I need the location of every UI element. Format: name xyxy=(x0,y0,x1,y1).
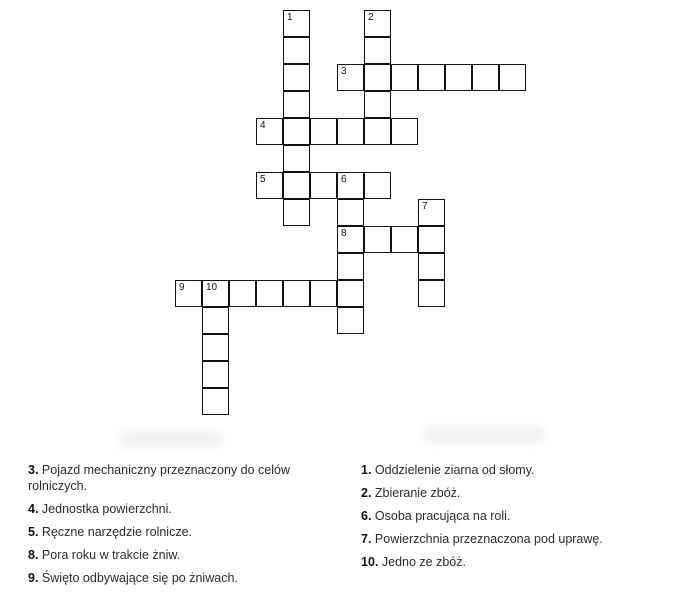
smudge-mark-left xyxy=(118,430,223,448)
clue-down-1: 1. Oddzielenie ziarna od słomy. xyxy=(361,463,535,477)
crossword-cell[interactable] xyxy=(364,37,391,64)
cell-number: 2 xyxy=(368,12,374,23)
crossword-cell[interactable] xyxy=(337,118,364,145)
crossword-cell[interactable] xyxy=(337,199,364,226)
cell-number: 9 xyxy=(179,282,185,293)
crossword-cell[interactable] xyxy=(364,10,391,37)
crossword-cell[interactable] xyxy=(418,253,445,280)
clue-across-5: 5. Ręczne narzędzie rolnicze. xyxy=(28,525,192,539)
across-clues xyxy=(28,462,328,593)
crossword-cell[interactable] xyxy=(337,226,364,253)
crossword-cell[interactable] xyxy=(202,334,229,361)
down-clues xyxy=(361,462,681,577)
crossword-cell[interactable] xyxy=(391,118,418,145)
clue-down-10: 10. Jedno ze zbóż. xyxy=(361,555,466,569)
crossword-cell[interactable] xyxy=(364,64,391,91)
cell-number: 7 xyxy=(422,201,428,212)
crossword-cell[interactable] xyxy=(283,37,310,64)
crossword-cell[interactable] xyxy=(202,388,229,415)
crossword-cell[interactable] xyxy=(391,64,418,91)
crossword-cell[interactable] xyxy=(175,280,202,307)
crossword-cell[interactable] xyxy=(418,226,445,253)
crossword-cell[interactable] xyxy=(202,280,229,307)
crossword-cell[interactable] xyxy=(445,64,472,91)
crossword-cell[interactable] xyxy=(202,307,229,334)
clue-down-2: 2. Zbieranie zbóż. xyxy=(361,486,461,500)
cell-number: 4 xyxy=(260,120,266,131)
crossword-cell[interactable] xyxy=(283,91,310,118)
clue-across-8: 8. Pora roku w trakcie żniw. xyxy=(28,548,181,562)
crossword-cell[interactable] xyxy=(283,280,310,307)
crossword-cell[interactable] xyxy=(310,172,337,199)
crossword-cell[interactable] xyxy=(310,118,337,145)
cell-number: 3 xyxy=(341,66,347,77)
crossword-cell[interactable] xyxy=(364,91,391,118)
crossword-cell[interactable] xyxy=(283,199,310,226)
crossword-cell[interactable] xyxy=(337,307,364,334)
crossword-cell[interactable] xyxy=(418,199,445,226)
crossword-cell[interactable] xyxy=(310,280,337,307)
crossword-cell[interactable] xyxy=(418,64,445,91)
crossword-cell[interactable] xyxy=(256,280,283,307)
crossword-cell[interactable] xyxy=(337,64,364,91)
cell-number: 6 xyxy=(341,174,347,185)
clue-across-9: 9. Święto odbywające się po żniwach. xyxy=(28,571,238,585)
crossword-cell[interactable] xyxy=(391,226,418,253)
crossword-cell[interactable] xyxy=(337,172,364,199)
crossword-cell[interactable] xyxy=(418,280,445,307)
cell-number: 8 xyxy=(341,228,347,239)
crossword-cell[interactable] xyxy=(283,10,310,37)
crossword-cell[interactable] xyxy=(283,118,310,145)
cell-number: 5 xyxy=(260,174,266,185)
smudge-mark-right xyxy=(422,426,547,444)
cell-number: 10 xyxy=(206,282,218,293)
clue-down-7: 7. Powierzchnia przeznaczona pod uprawę. xyxy=(361,532,603,546)
crossword-cell[interactable] xyxy=(364,172,391,199)
crossword-cell[interactable] xyxy=(256,118,283,145)
crossword-cell[interactable] xyxy=(364,226,391,253)
crossword-cell[interactable] xyxy=(283,145,310,172)
crossword-cell[interactable] xyxy=(202,361,229,388)
crossword-cell[interactable] xyxy=(337,253,364,280)
crossword-cell[interactable] xyxy=(499,64,526,91)
crossword-cell[interactable] xyxy=(472,64,499,91)
crossword-cell[interactable] xyxy=(229,280,256,307)
crossword-cell[interactable] xyxy=(337,280,364,307)
cell-number: 1 xyxy=(287,12,293,23)
crossword-cell[interactable] xyxy=(283,64,310,91)
clue-across-3: 3. Pojazd mechaniczny przeznaczony do celów rolniczych. xyxy=(28,463,290,493)
crossword-cell[interactable] xyxy=(283,172,310,199)
crossword-cell[interactable] xyxy=(256,172,283,199)
crossword-cell[interactable] xyxy=(364,118,391,145)
clue-down-6: 6. Osoba pracująca na roli. xyxy=(361,509,511,523)
clue-across-4: 4. Jednostka powierzchni. xyxy=(28,502,172,516)
